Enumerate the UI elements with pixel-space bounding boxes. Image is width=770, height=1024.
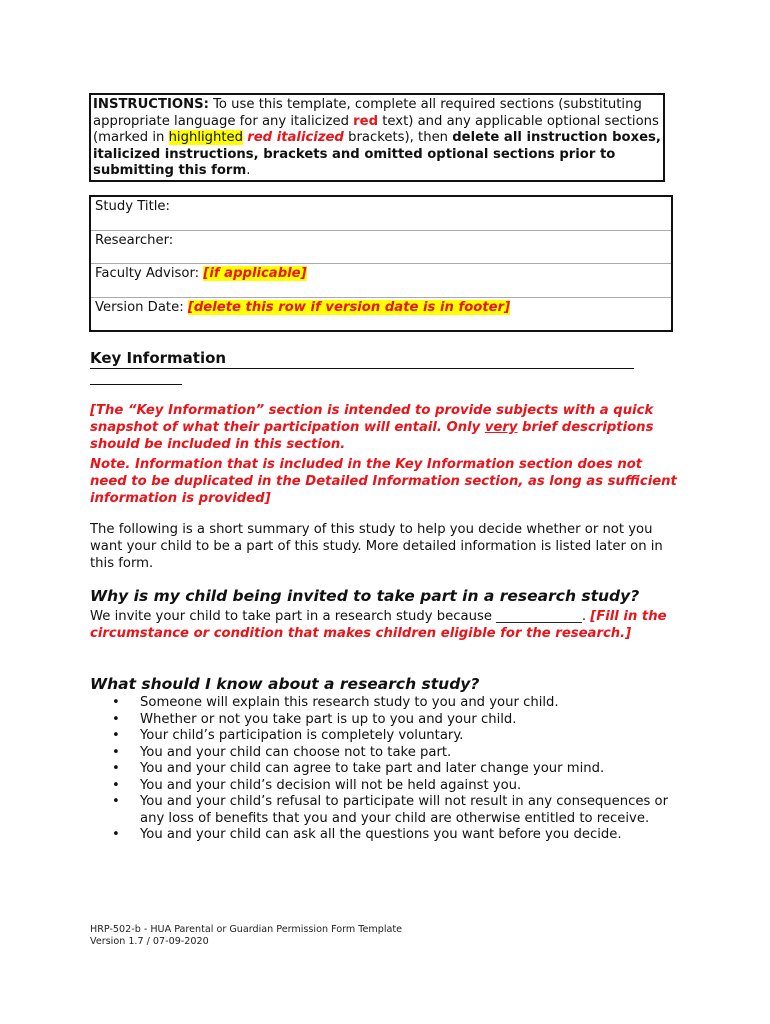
- heading-underline-continuation: [90, 384, 182, 385]
- why-section-body: [90, 609, 680, 643]
- study-info-table: [89, 195, 673, 332]
- faculty-advisor-note: [if applicable]: [203, 266, 307, 281]
- bullet-icon: •: [112, 711, 120, 727]
- list-item: [112, 827, 682, 844]
- why-fill-note: [Fill in the circumstance or condition that makes children eligible for the research.]: [90, 609, 667, 641]
- page-footer: [90, 924, 402, 948]
- version-date-label: Version Date:: [95, 299, 188, 315]
- bullet-icon: •: [112, 761, 120, 776]
- faculty-advisor-row: [90, 264, 672, 298]
- researcher-field[interactable]: [90, 230, 672, 264]
- list-item-text: You and your child’s refusal to participate will not result in any consequences or any loss of benefits that you and your child are otherwise entitled to receive.: [140, 794, 669, 826]
- what-section-heading: What should I know about a research study?: [90, 675, 480, 693]
- list-item: [112, 778, 682, 795]
- key-information-note-2: Note. Information that is included in the Key Information section does not need to be duplicated in the Detailed Information section, as long as sufficient information is provided]: [90, 457, 677, 506]
- instructions-end: .: [246, 163, 251, 179]
- instructions-bold-text: delete all instruction boxes, italicized instructions, brackets and omitted optional sections prior to submitting this form: [93, 130, 661, 179]
- bullet-icon: •: [112, 777, 120, 793]
- footer-version: Version 1.7 / 07-09-2020: [90, 936, 209, 947]
- key-note1-very: very: [484, 419, 518, 435]
- instructions-box: [89, 93, 665, 182]
- list-item: [112, 695, 682, 712]
- list-item-text: You and your child can agree to take part and later change your mind.: [140, 761, 605, 776]
- instructions-text-3: brackets), then: [343, 130, 453, 146]
- faculty-advisor-field[interactable]: [90, 264, 672, 298]
- list-item-text: Your child’s participation is completely voluntary.: [140, 728, 464, 743]
- instructions-highlighted-word: highlighted: [168, 130, 244, 146]
- list-item: [112, 745, 682, 762]
- instructions-text-1: To use this template, complete all required sections (substituting appropriate language for any italicized: [93, 97, 642, 129]
- key-note1-text-b: brief descriptions should be included in this section.: [90, 419, 654, 452]
- version-date-field[interactable]: [90, 297, 672, 331]
- instructions-label: INSTRUCTIONS:: [93, 97, 209, 112]
- version-date-note: [delete this row if version date is in footer]: [187, 299, 511, 315]
- study-title-label: Study Title:: [95, 199, 170, 214]
- study-title-field[interactable]: [90, 196, 672, 230]
- why-section-heading: Why is my child being invited to take part in a research study?: [90, 587, 640, 605]
- list-item-text: You and your child can ask all the questions you want before you decide.: [140, 827, 622, 842]
- list-item-text: Whether or not you take part is up to you and your child.: [140, 711, 517, 727]
- list-item-text: Someone will explain this research study to you and your child.: [140, 695, 559, 710]
- bullet-icon: •: [112, 794, 120, 809]
- bullet-icon: •: [112, 827, 120, 842]
- key-note1-text-a: [The “Key Information” section is intended to provide subjects with a quick snapshot of what their participation will entail. Only: [90, 403, 654, 435]
- bullet-icon: •: [112, 744, 120, 760]
- study-summary-paragraph: The following is a short summary of this study to help you decide whether or not you want your child to be a part of this study. More detailed information is listed later on in this form.: [90, 522, 663, 571]
- list-item: [112, 794, 682, 827]
- bullet-icon: •: [112, 695, 120, 710]
- instructions-red-italicized: red italicized: [247, 130, 344, 146]
- key-information-heading: Key Information: [90, 348, 634, 369]
- instructions-red-word: red: [353, 113, 379, 129]
- key-information-note-1: [90, 403, 680, 453]
- what-section-bullet-list: [112, 695, 682, 844]
- list-item-text: You and your child can choose not to take part.: [140, 744, 452, 760]
- list-item: [112, 728, 682, 745]
- list-item: [112, 761, 682, 778]
- faculty-advisor-label: Faculty Advisor:: [95, 266, 204, 281]
- footer-form-title: HRP-502-b - HUA Parental or Guardian Permission Form Template: [90, 924, 403, 935]
- list-item: [112, 712, 682, 729]
- instructions-text-2: text) and any applicable optional sections (marked in: [93, 113, 659, 146]
- why-body-text: We invite your child to take part in a research study because _____________.: [90, 609, 591, 624]
- bullet-icon: •: [112, 728, 120, 743]
- study-title-row: [90, 196, 672, 230]
- version-date-row: [90, 297, 672, 331]
- list-item-text: You and your child’s decision will not be held against you.: [140, 777, 522, 793]
- researcher-label: Researcher:: [95, 232, 174, 248]
- researcher-row: [90, 230, 672, 264]
